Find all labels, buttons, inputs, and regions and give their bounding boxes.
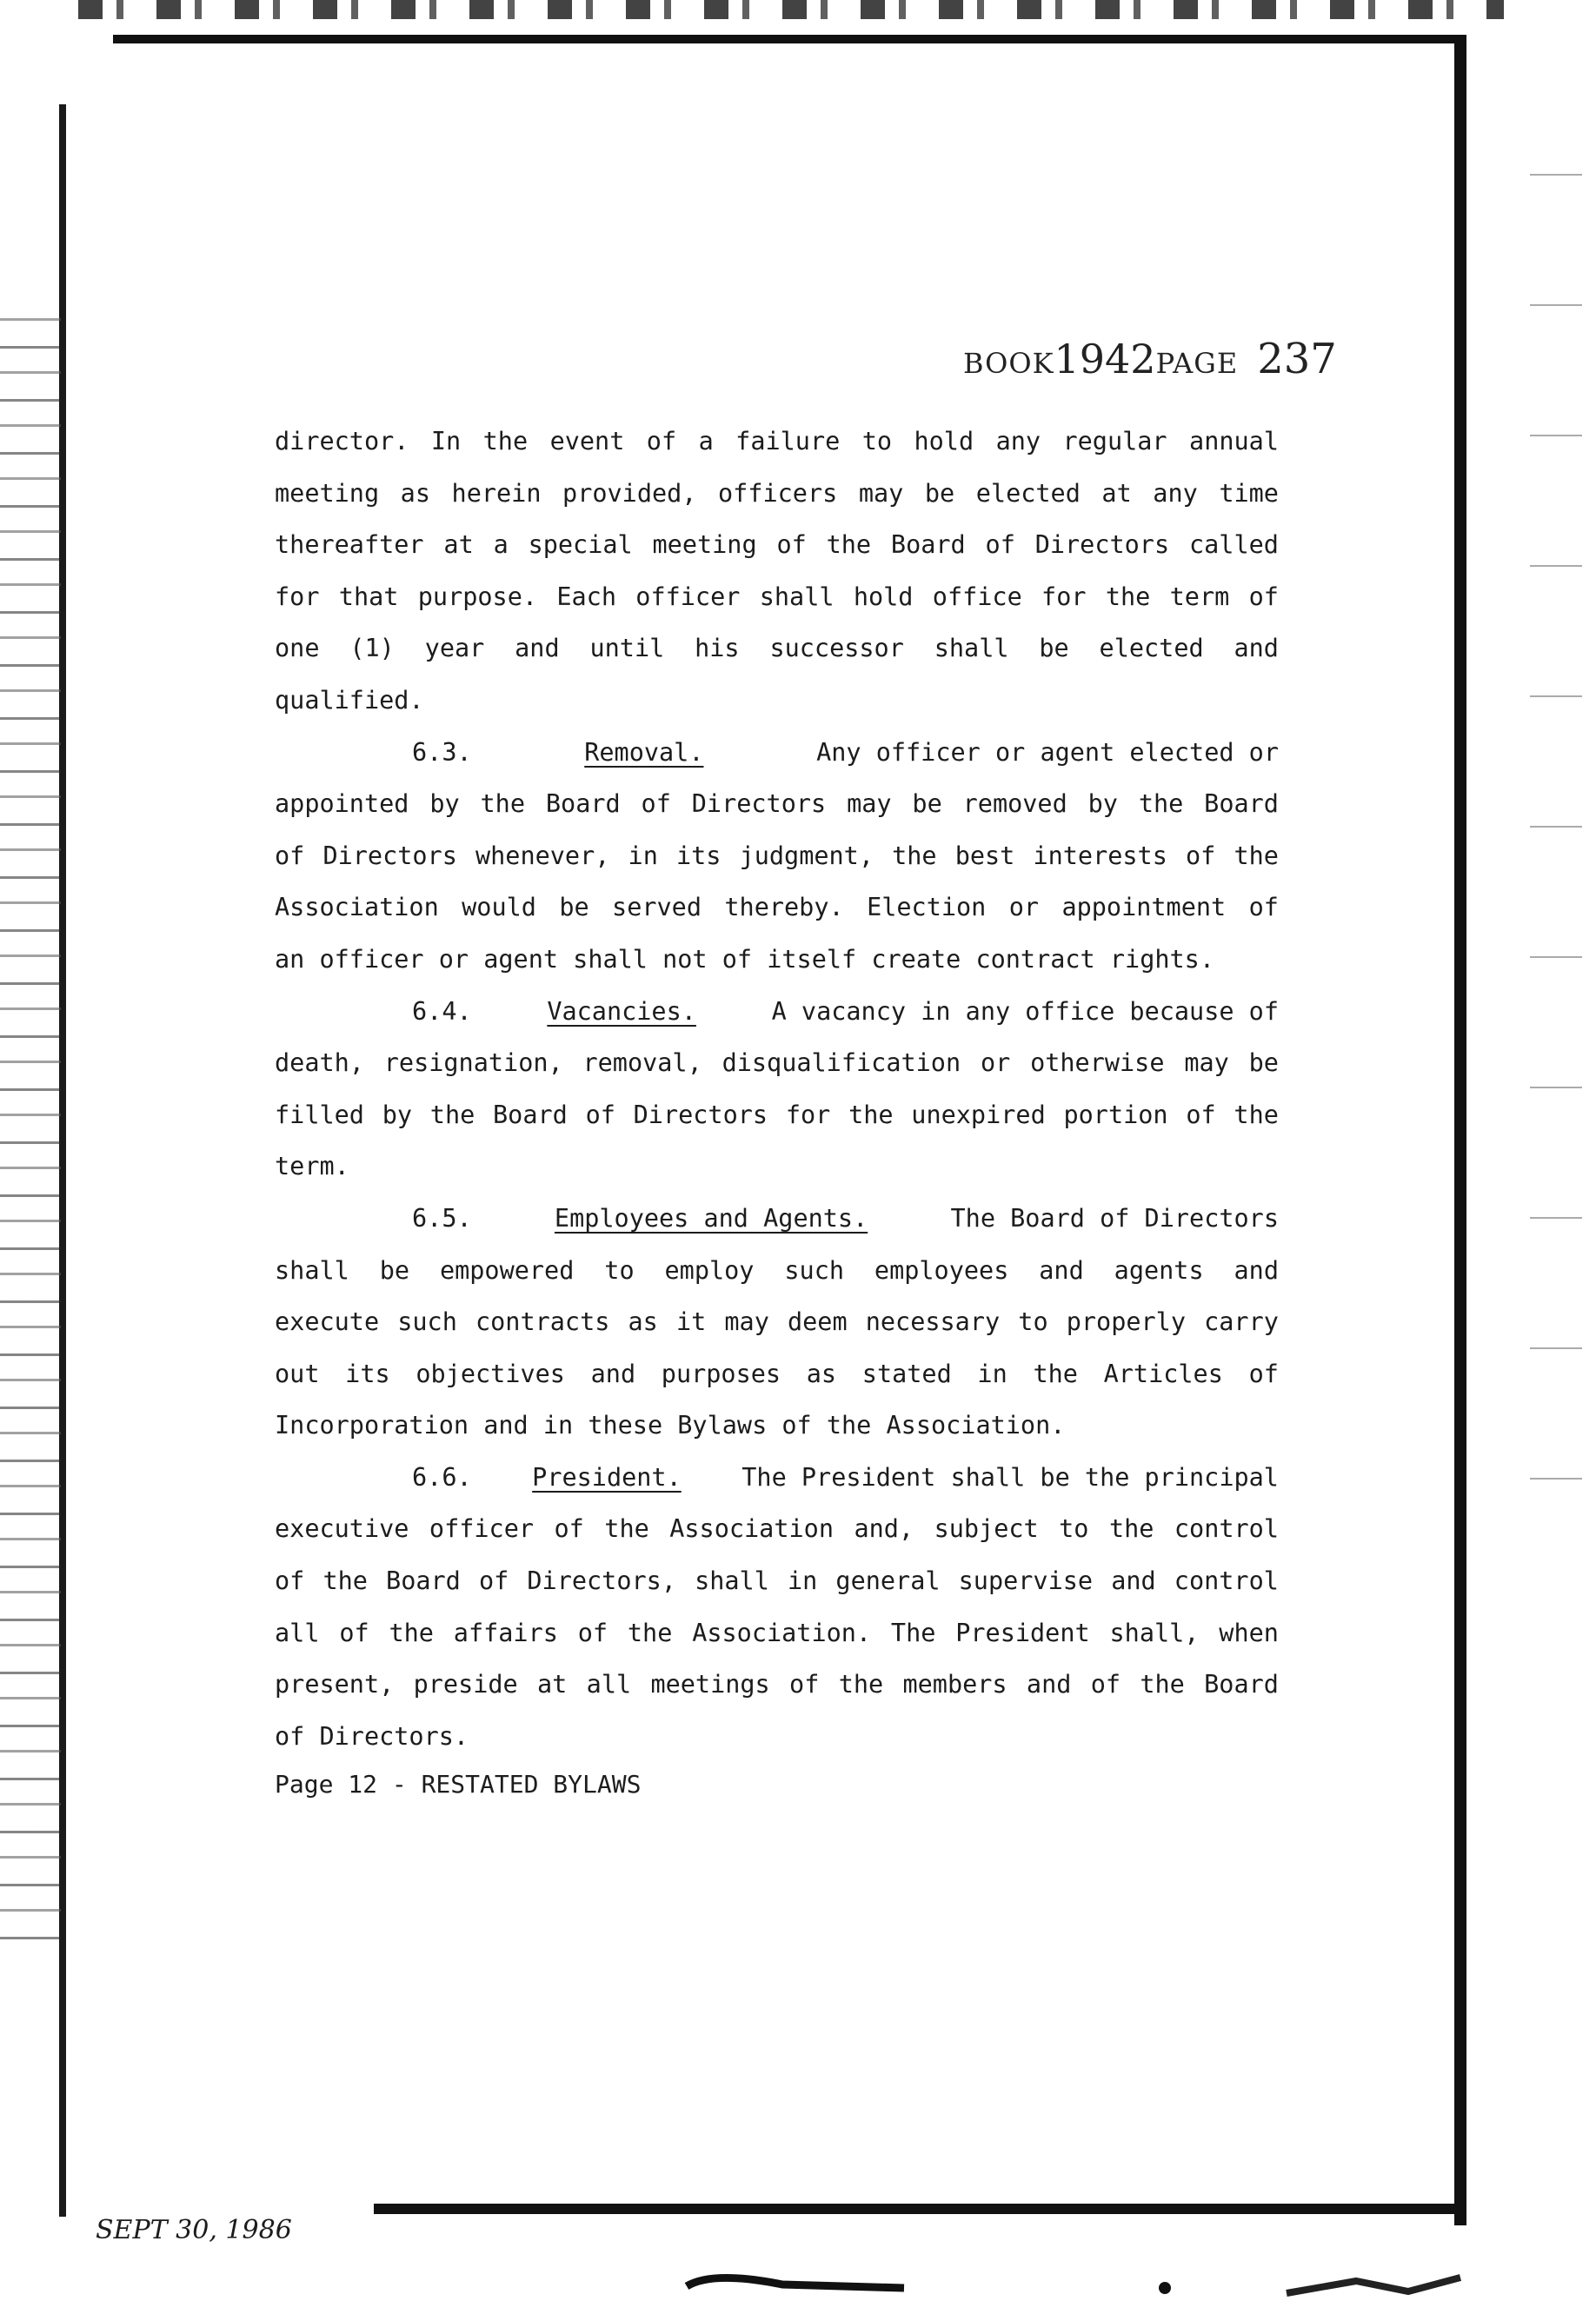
text-line: appointed by the Board of Directors may be removed by the Board — [275, 789, 1279, 819]
recording-book-page-reference — [963, 335, 1337, 383]
text-line: one (1) year and until his successor shall be elected and — [275, 634, 1279, 663]
scan-right-margin-marks — [1530, 104, 1582, 1582]
text-line: meeting as herein provided, officers may be elected at any time — [275, 478, 1279, 508]
section-heading: Removal. — [584, 737, 704, 767]
text-line: director. In the event of a failure to hold any regular annual — [275, 427, 1279, 456]
text-line: Association would be served thereby. Election or appointment of — [275, 893, 1279, 922]
section-6-6-president — [275, 1452, 1279, 1763]
section-heading: Vacancies. — [547, 996, 696, 1026]
section-first-line-text: The Board of Directors — [950, 1203, 1279, 1233]
section-first-line-text: Any officer or agent elected or — [816, 737, 1279, 767]
section-first-line-text: A vacancy in any office because of — [771, 996, 1279, 1026]
text-line: of Directors whenever, in its judgment, the best interests of the — [275, 841, 1279, 870]
book-label: BOOK — [963, 347, 1054, 380]
text-line: out its objectives and purposes as stated in the Articles of — [275, 1359, 1279, 1388]
section-6-5-employees-agents — [275, 1193, 1279, 1452]
text-line: death, resignation, removal, disqualification or otherwise may be — [275, 1048, 1279, 1078]
section-6-4-vacancies — [275, 986, 1279, 1193]
section-body — [275, 778, 1279, 985]
page-label: PAGE — [1155, 347, 1239, 380]
text-line: execute such contracts as it may deem necessary to properly carry — [275, 1307, 1279, 1337]
date-stamp: SEPT 30, 1986 — [96, 2215, 292, 2245]
section-6-3-removal — [275, 727, 1279, 986]
section-heading: President. — [532, 1462, 682, 1492]
text-line: term. — [275, 1152, 349, 1181]
text-line: of Directors. — [275, 1721, 469, 1751]
section-number: 6.6. — [412, 1462, 472, 1492]
page-border-top — [113, 35, 1466, 43]
book-number: 1942 — [1054, 336, 1156, 382]
section-first-line-text: The President shall be the principal — [741, 1462, 1279, 1492]
section-number: 6.5. — [412, 1203, 472, 1233]
section-body — [275, 1037, 1279, 1193]
text-line: an officer or agent shall not of itself create contract rights. — [275, 944, 1214, 974]
scan-left-margin-marks — [0, 296, 61, 1947]
text-line: all of the affairs of the Association. The President shall, when — [275, 1618, 1279, 1647]
text-line: filled by the Board of Directors for the unexpired portion of the — [275, 1100, 1279, 1129]
text-line: for that purpose. Each officer shall hold office for the term of — [275, 582, 1279, 611]
scan-bottom-smudges — [678, 2269, 1478, 2304]
section-number: 6.4. — [412, 996, 472, 1026]
text-line: executive officer of the Association and, subject to the control — [275, 1514, 1279, 1544]
bylaws-body — [275, 416, 1279, 1762]
section-heading-line — [275, 986, 1279, 1038]
text-line: thereafter at a special meeting of the Board of Directors called — [275, 530, 1279, 560]
page-footer: Page 12 - RESTATED BYLAWS — [275, 1770, 642, 1799]
recorded-page-number: 237 — [1257, 335, 1337, 383]
text-line: present, preside at all meetings of the members and of the Board — [275, 1670, 1279, 1699]
section-heading-line — [275, 1452, 1279, 1504]
section-body — [275, 1245, 1279, 1452]
text-line: qualified. — [275, 685, 424, 715]
page-border-right — [1454, 35, 1466, 2225]
scan-top-edge — [78, 0, 1504, 19]
text-line: of the Board of Directors, shall in general supervise and control — [275, 1566, 1279, 1596]
section-heading-line — [275, 1193, 1279, 1245]
paragraph-continuation — [275, 416, 1279, 727]
section-heading-line — [275, 727, 1279, 779]
text-line: Incorporation and in these Bylaws of the Association. — [275, 1411, 1066, 1440]
text-line: shall be empowered to employ such employees and agents and — [275, 1255, 1279, 1285]
page-border-bottom — [374, 2204, 1466, 2214]
section-number: 6.3. — [412, 737, 472, 767]
section-heading: Employees and Agents. — [554, 1203, 868, 1233]
section-body — [275, 1503, 1279, 1762]
